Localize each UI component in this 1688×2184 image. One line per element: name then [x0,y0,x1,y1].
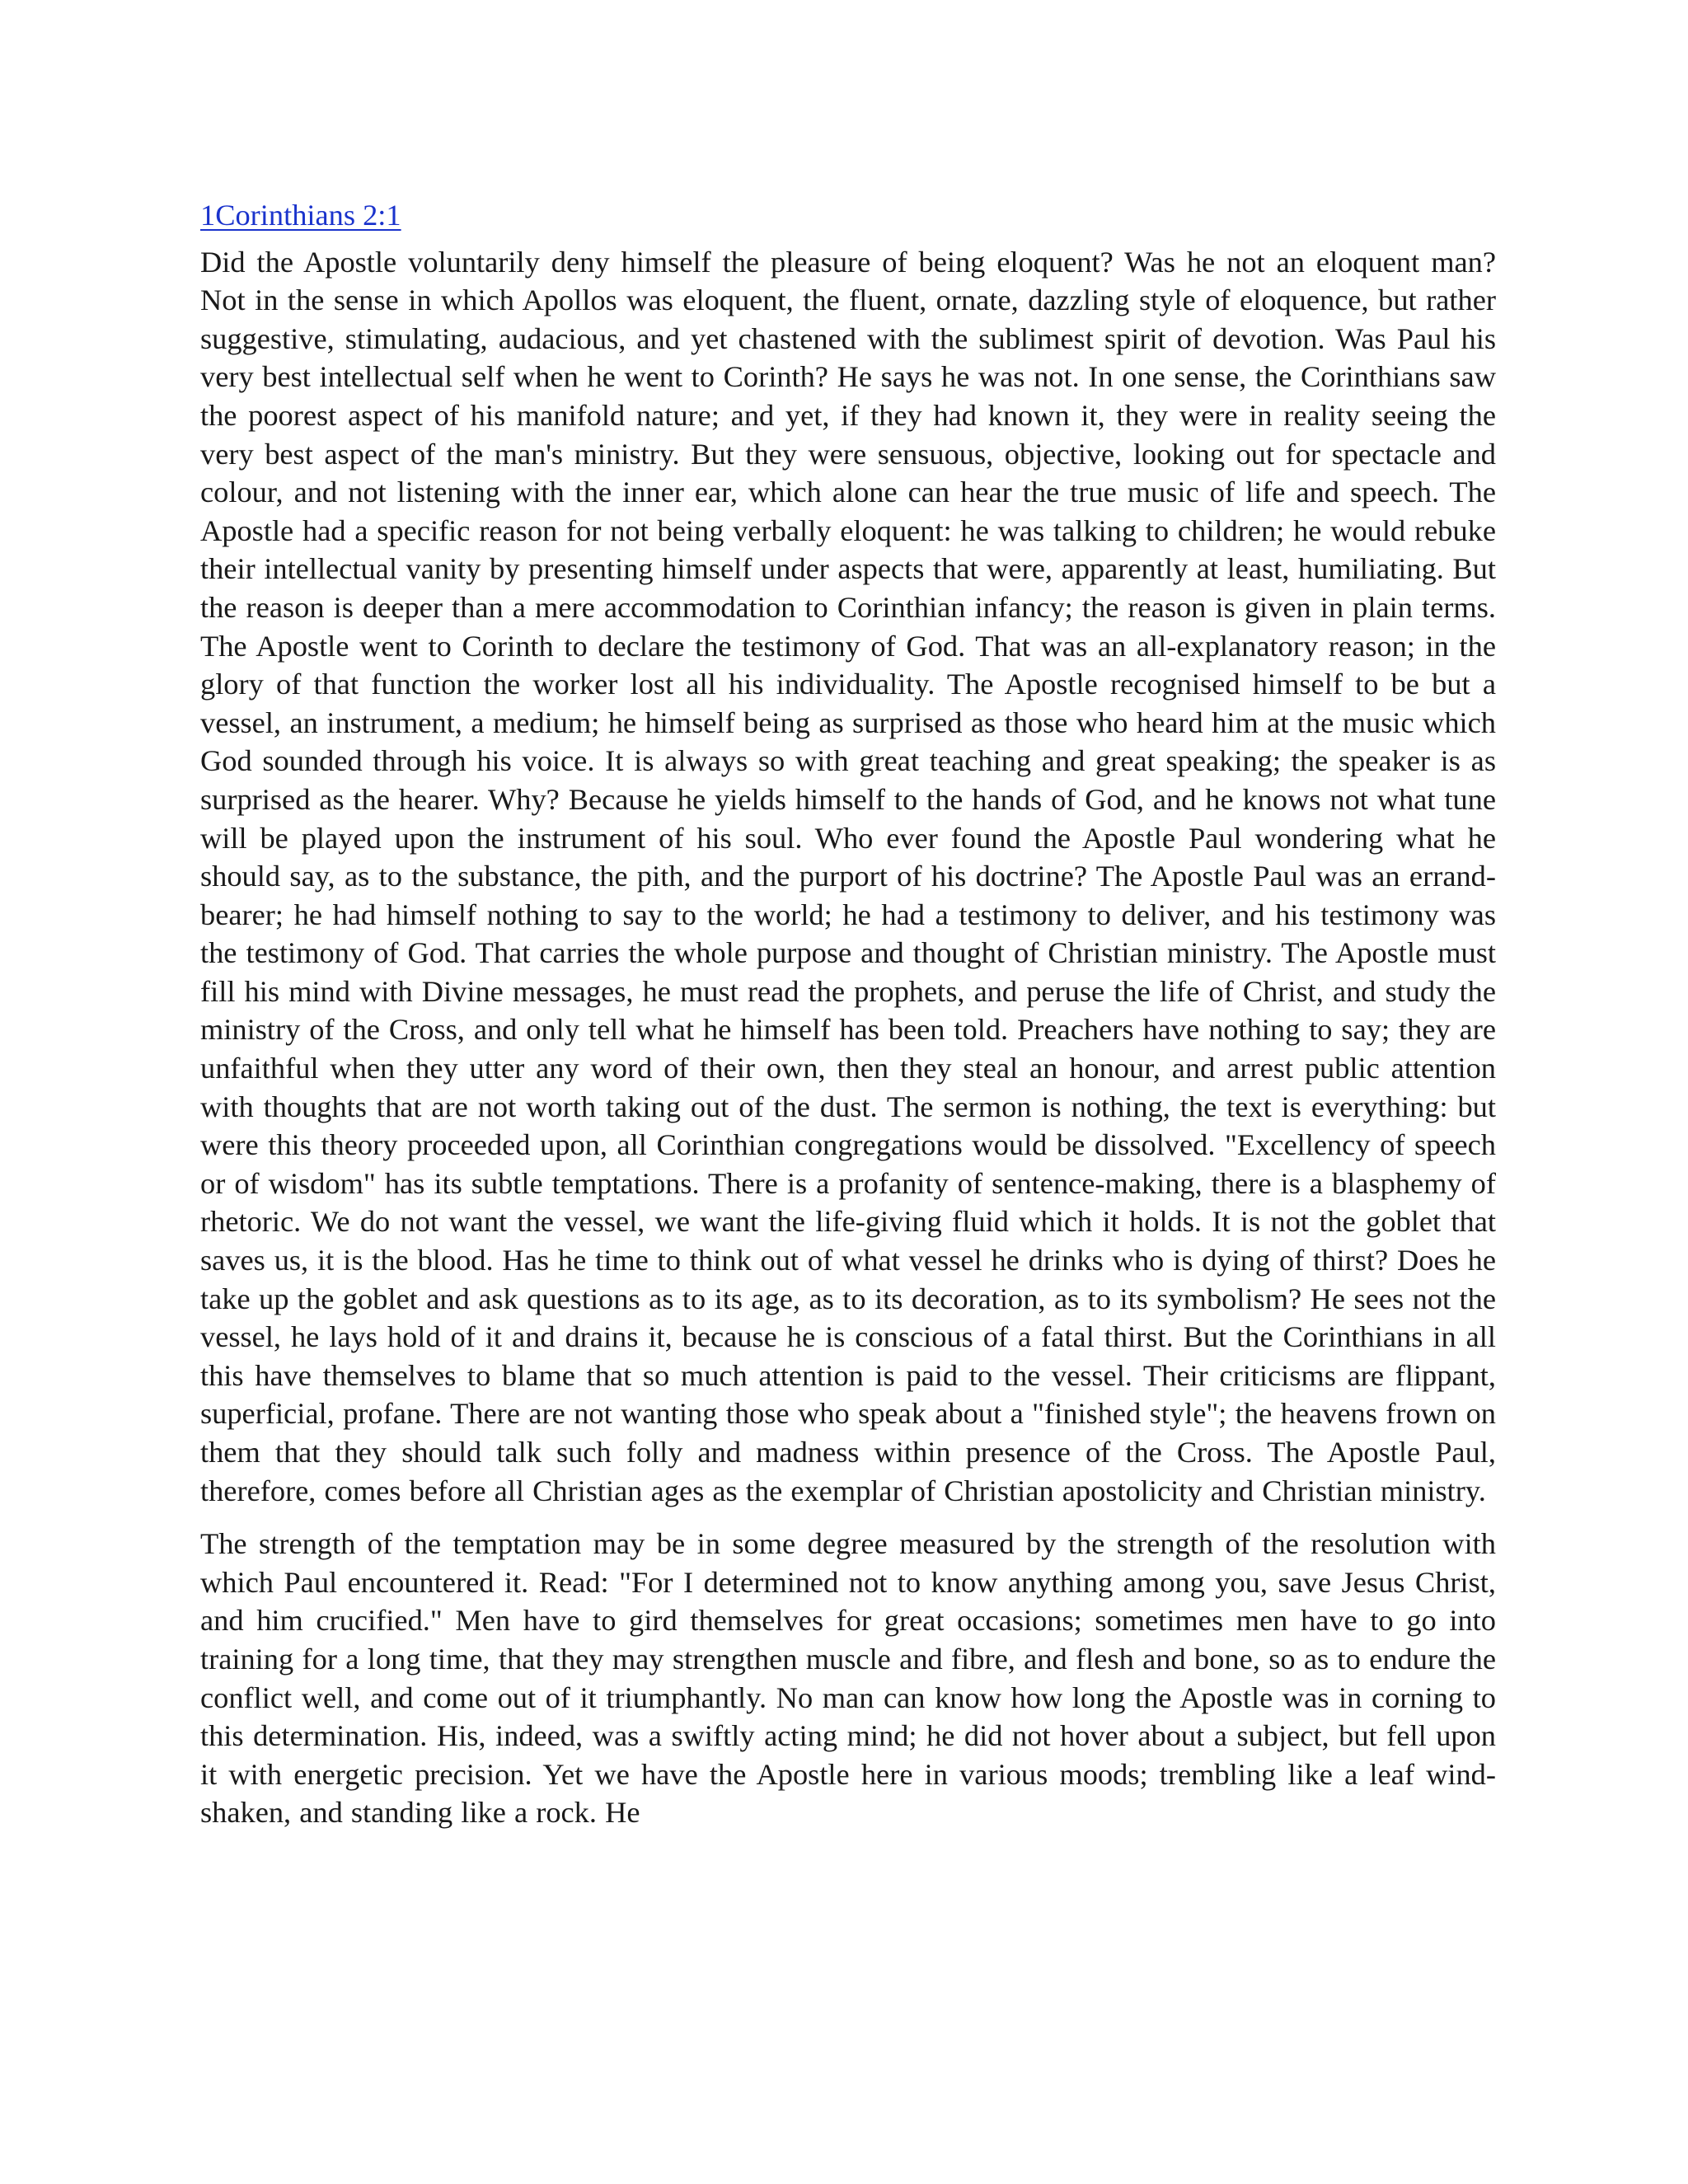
scripture-reference-link[interactable]: 1Corinthians 2:1 [200,199,401,232]
document-page [200,196,1496,1847]
paragraph-2: The strength of the temptation may be in some degree measured by the strength of the resolution with which Paul encountered it. Read: "For I determined not to know anything among you, save Jesus Christ, and him crucified." Men have to gird themselves for great occasions; sometimes men have to go into training for a long time, that they may strengthen muscle and fibre, and flesh and bone, so as to endure the conflict well, and come out of it triumphantly. No man can know how long the Apostle was in corning to this determination. His, indeed, was a swiftly acting mind; he did not hover about a subject, but fell upon it with energetic precision. Yet we have the Apostle here in various moods; trembling like a leaf wind-shaken, and standing like a rock. He [200,1527,1496,1830]
paragraph-1: Did the Apostle voluntarily deny himself the pleasure of being eloquent? Was he not an eloquent man? Not in the sense in which Apollos was eloquent, the fluent, ornate, dazzling style of eloquence, but rather suggestive, stimulating, audacious, and yet chastened with the sublimest spirit of devotion. Was Paul his very best intellectual self when he went to Corinth? He says he was not. In one sense, the Corinthians saw the poorest aspect of his manifold nature; and yet, if they had known it, they were in reality seeing the very best aspect of the man's ministry. But they were sensuous, objective, looking out for spectacle and colour, and not listening with the inner ear, which alone can hear the true music of life and speech. The Apostle had a specific reason for not being verbally eloquent: he was talking to children; he would rebuke their intellectual vanity by presenting himself under aspects that were, apparently at least, humiliating. But the reason is deeper than a mere accommodation to Corinthian infancy; the reason is given in plain terms. The Apostle went to Corinth to declare the testimony of God. That was an all-explanatory reason; in the glory of that function the worker lost all his individuality. The Apostle recognised himself to be but a vessel, an instrument, a medium; he himself being as surprised as those who heard him at the music which God sounded through his voice. It is always so with great teaching and great speaking; the speaker is as surprised as the hearer. Why? Because he yields himself to the hands of God, and he knows not what tune will be played upon the instrument of his soul. Who ever found the Apostle Paul wondering what he should say, as to the substance, the pith, and the purport of his doctrine? The Apostle Paul was an errand-bearer; he had himself nothing to say to the world; he had a testimony to deliver, and his testimony was the testimony of God. That carries the whole purpose and thought of Christian ministry. The Apostle must fill his mind with Divine messages, he must read the prophets, and peruse the life of Christ, and study the ministry of the Cross, and only tell what he himself has been told. Preachers have nothing to say; they are unfaithful when they utter any word of their own, then they steal an honour, and arrest public attention with thoughts that are not worth taking out of the dust. The sermon is nothing, the text is everything: but were this theory proceeded upon, all Corinthian congregations would be dissolved. "Excellency of speech or of wisdom" has its subtle temptations. There is a profanity of sentence-making, there is a blasphemy of rhetoric. We do not want the vessel, we want the life-giving fluid which it holds. It is not the goblet that saves us, it is the blood. Has he time to think out of what vessel he drinks who is dying of thirst? Does he take up the goblet and ask questions as to its age, as to its decoration, as to its symbolism? He sees not the vessel, he lays hold of it and drains it, because he is conscious of a fatal thirst. But the Corinthians in all this have themselves to blame that so much attention is paid to the vessel. Their criticisms are flippant, superficial, profane. There are not wanting those who speak about a "finished style"; the heavens frown on them that they should talk such folly and madness within presence of the Cross. The Apostle Paul, therefore, comes before all Christian ages as the exemplar of Christian apostolicity and Christian ministry. [200,245,1496,1507]
